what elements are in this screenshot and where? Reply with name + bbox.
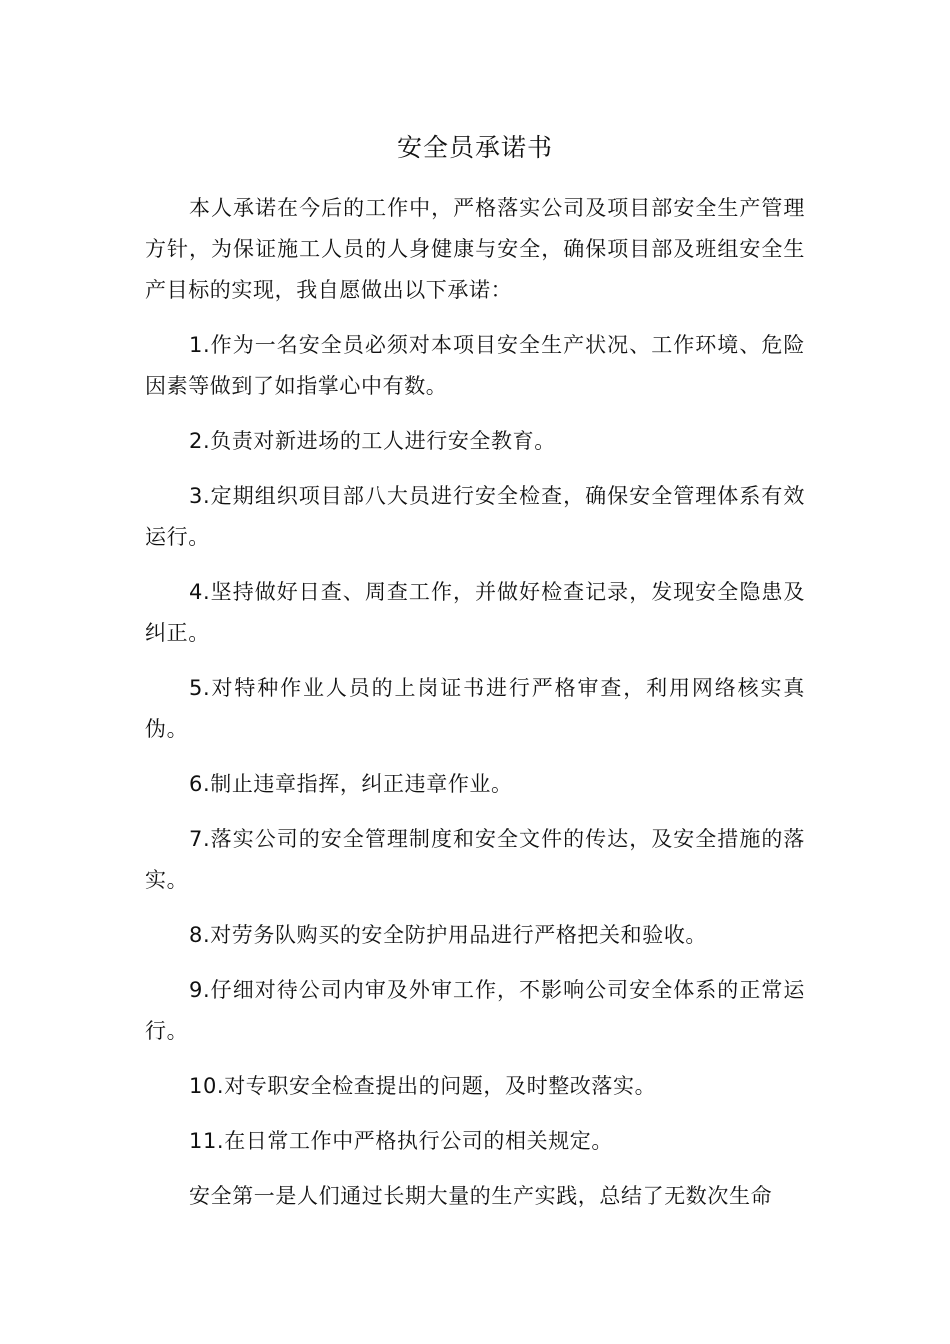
commitment-item-4: 4.坚持做好日查、周查工作，并做好检查记录，发现安全隐患及纠正。 xyxy=(145,580,805,645)
commitment-item-5: 5.对特种作业人员的上岗证书进行严格审查，利用网络核实真伪。 xyxy=(145,676,805,741)
commitment-item-8: 8.对劳务队购买的安全防护用品进行严格把关和验收。 xyxy=(189,923,708,947)
commitment-item-3: 3.定期组织项目部八大员进行安全检查，确保安全管理体系有效运行。 xyxy=(145,484,805,549)
commitment-item-11: 11.在日常工作中严格执行公司的相关规定。 xyxy=(189,1129,613,1153)
commitment-item-10: 10.对专职安全检查提出的问题，及时整改落实。 xyxy=(189,1074,657,1098)
commitment-item-7: 7.落实公司的安全管理制度和安全文件的传达，及安全措施的落实。 xyxy=(145,827,805,892)
closing-paragraph: 安全第一是人们通过长期大量的生产实践，总结了无数次生命 xyxy=(189,1184,773,1208)
commitment-item-2: 2.负责对新进场的工人进行安全教育。 xyxy=(189,429,556,453)
commitment-item-1: 1.作为一名安全员必须对本项目安全生产状况、工作环境、危险因素等做到了如指掌心中有数。 xyxy=(145,333,805,398)
intro-paragraph: 本人承诺在今后的工作中，严格落实公司及项目部安全生产管理方针，为保证施工人员的人身健康与安全，确保项目部及班组安全生产目标的实现，我自愿做出以下承诺： xyxy=(145,196,805,302)
document-title: 安全员承诺书 xyxy=(396,133,553,162)
commitment-item-9: 9.仔细对待公司内审及外审工作，不影响公司安全体系的正常运行。 xyxy=(145,978,805,1043)
commitment-item-6: 6.制止违章指挥，纠正违章作业。 xyxy=(189,772,513,796)
